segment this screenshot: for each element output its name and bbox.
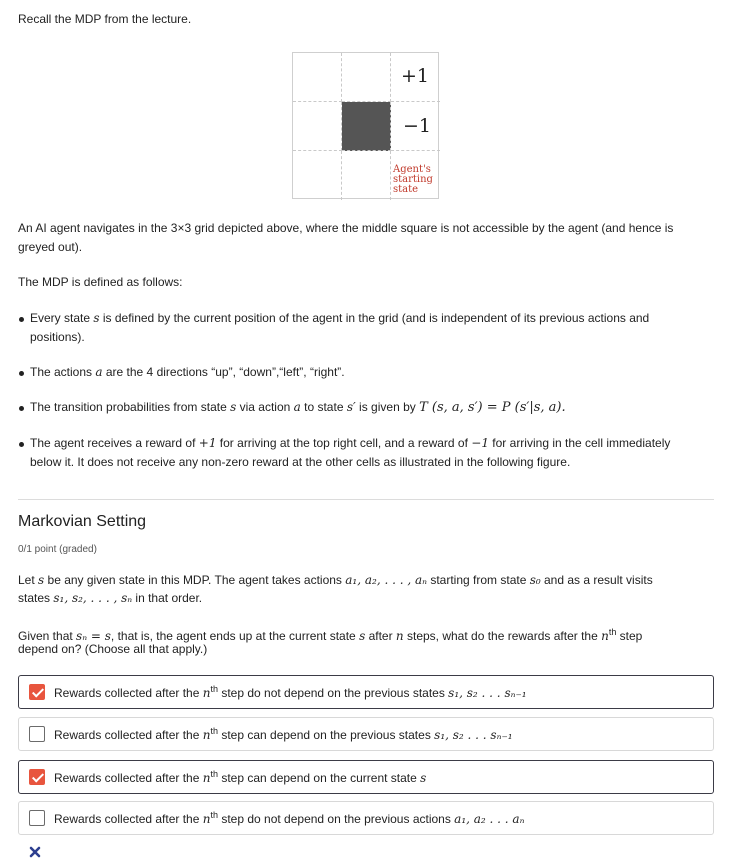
minus-one-label: −1: [403, 115, 432, 137]
bullet-dot: [19, 371, 24, 376]
bullet-dot: [19, 406, 24, 411]
grid-cell: [293, 102, 342, 151]
bullet-rewards: The agent receives a reward of +1 for arriving at the top right cell, and a reward of −1 for arriving in the cell immediately: [30, 436, 671, 450]
grid-cell-blocked: [342, 102, 391, 151]
option-2-text: Rewards collected after the $n^{th}$ step can depend on the previous states s₁, s₂ . . . sₙ₋₁: [54, 726, 513, 742]
mdp-defined-text: The MDP is defined as follows:: [18, 275, 183, 289]
option-1-text: Rewards collected after the $n^{th}$ step do not depend on the previous states s₁, s₂ . . . sₙ₋₁: [54, 684, 527, 700]
points-label: 0/1 point (graded): [18, 544, 97, 555]
option-1[interactable]: [18, 675, 714, 709]
grid-cell: [342, 53, 391, 102]
bullet-dot: [19, 317, 24, 322]
question-paragraph-1: Let s be any given state in this MDP. The agent takes actions a₁, a₂, . . . , aₙ starting from state s₀ and as a result visits: [18, 573, 653, 587]
question-paragraph-1-line2: states s₁, s₂, . . . , sₙ in that order.: [18, 591, 203, 605]
section-divider: [18, 499, 714, 500]
bullet-actions: The actions a are the 4 directions “up”, “down”,“left”, “right”.: [30, 365, 345, 379]
checkbox-unchecked[interactable]: [29, 726, 45, 742]
bullet-state-line2: positions).: [30, 330, 85, 344]
description-line-2: greyed out).: [18, 240, 83, 254]
agent-start-label-3: state: [393, 184, 419, 195]
section-title: Markovian Setting: [18, 513, 147, 530]
bullet-rewards-line2: below it. It does not receive any non-zero reward at the other cells as illustrated in the following figure.: [30, 455, 571, 469]
question-paragraph-2: Given that sₙ = s, that is, the agent ends up at the current state s after n steps, what do the rewards after the $n^{th}$ step: [18, 627, 643, 643]
plus-one-label: +1: [401, 65, 430, 87]
intro-text: Recall the MDP from the lecture.: [18, 12, 192, 26]
checkbox-checked[interactable]: [29, 684, 45, 700]
option-3-text: Rewards collected after the $n^{th}$ step can depend on the current state s: [54, 769, 427, 785]
grid-cell: [293, 53, 342, 102]
incorrect-x-icon: [28, 845, 42, 859]
option-3[interactable]: [18, 760, 714, 794]
option-4[interactable]: [18, 801, 714, 835]
agent-start-label-1: Agent's: [393, 164, 431, 175]
question-paragraph-2-line2: depend on? (Choose all that apply.): [18, 642, 208, 656]
grid-cell: [342, 151, 391, 200]
bullet-transitions: The transition probabilities from state s via action a to state s′ is given by T (s, a, s′) = P (s′|s, a).: [30, 400, 566, 415]
checkbox-checked[interactable]: [29, 769, 45, 785]
description-line-1: An AI agent navigates in the 3×3 grid depicted above, where the middle square is not accessible by the agent (and hence is: [18, 221, 674, 235]
grid-cell: [293, 151, 342, 200]
option-4-text: Rewards collected after the $n^{th}$ step do not depend on the previous actions a₁, a₂ . . . aₙ: [54, 810, 525, 826]
bullet-dot: [19, 442, 24, 447]
bullet-state: Every state s is defined by the current position of the agent in the grid (and is independent of its previous actions and: [30, 311, 650, 325]
agent-start-label-2: starting: [393, 174, 433, 185]
grid-figure: [292, 52, 439, 199]
checkbox-unchecked[interactable]: [29, 810, 45, 826]
option-2[interactable]: [18, 717, 714, 751]
